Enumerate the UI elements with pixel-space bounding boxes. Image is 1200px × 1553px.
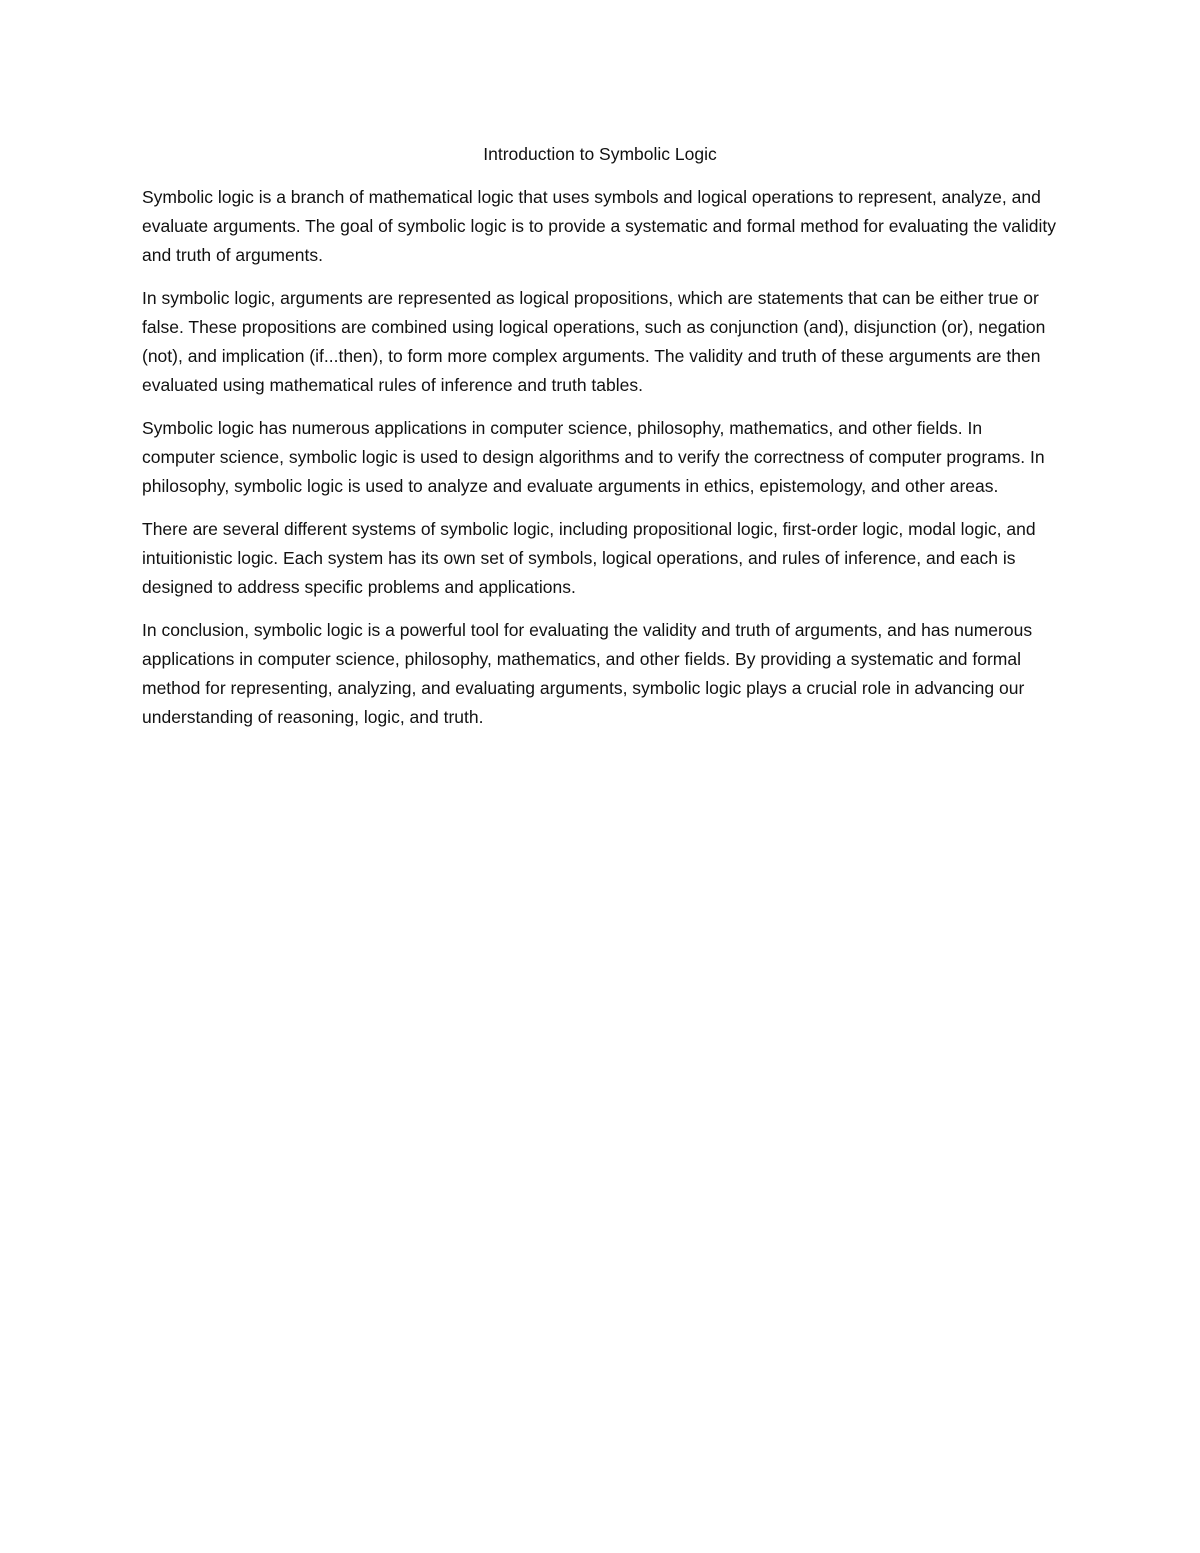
- document-body: [142, 140, 1058, 746]
- paragraph-propositions: In symbolic logic, arguments are represented as logical propositions, which are statements that can be either true or false. These propositions are combined using logical operations, such as conjunction (and), disjunction (or), negation (not), and implication (if...then), to form more complex arguments. The validity and truth of these arguments are then evaluated using mathematical rules of inference and truth tables.: [142, 288, 1046, 395]
- paragraph-conclusion: In conclusion, symbolic logic is a powerful tool for evaluating the validity and truth of arguments, and has numerous applications in computer science, philosophy, mathematics, and other fields. By providing a systematic and formal method for representing, analyzing, and evaluating arguments, symbolic logic plays a crucial role in advancing our understanding of reasoning, logic, and truth.: [142, 620, 1033, 727]
- paragraph-definition: Symbolic logic is a branch of mathematical logic that uses symbols and logical operations to represent, analyze, and evaluate arguments. The goal of symbolic logic is to provide a systematic and formal method for evaluating the validity and truth of arguments.: [142, 187, 1057, 265]
- paragraph-systems: There are several different systems of symbolic logic, including propositional logic, first-order logic, modal logic, and intuitionistic logic. Each system has its own set of symbols, logical operations, and rules of inference, and each is designed to address specific problems and applications.: [142, 519, 1036, 597]
- document-title: Introduction to Symbolic Logic: [483, 144, 717, 164]
- paragraph-applications: Symbolic logic has numerous applications in computer science, philosophy, mathematics, and other fields. In computer science, symbolic logic is used to design algorithms and to verify the correctness of computer programs. In philosophy, symbolic logic is used to analyze and evaluate arguments in ethics, epistemology, and other areas.: [142, 418, 1045, 496]
